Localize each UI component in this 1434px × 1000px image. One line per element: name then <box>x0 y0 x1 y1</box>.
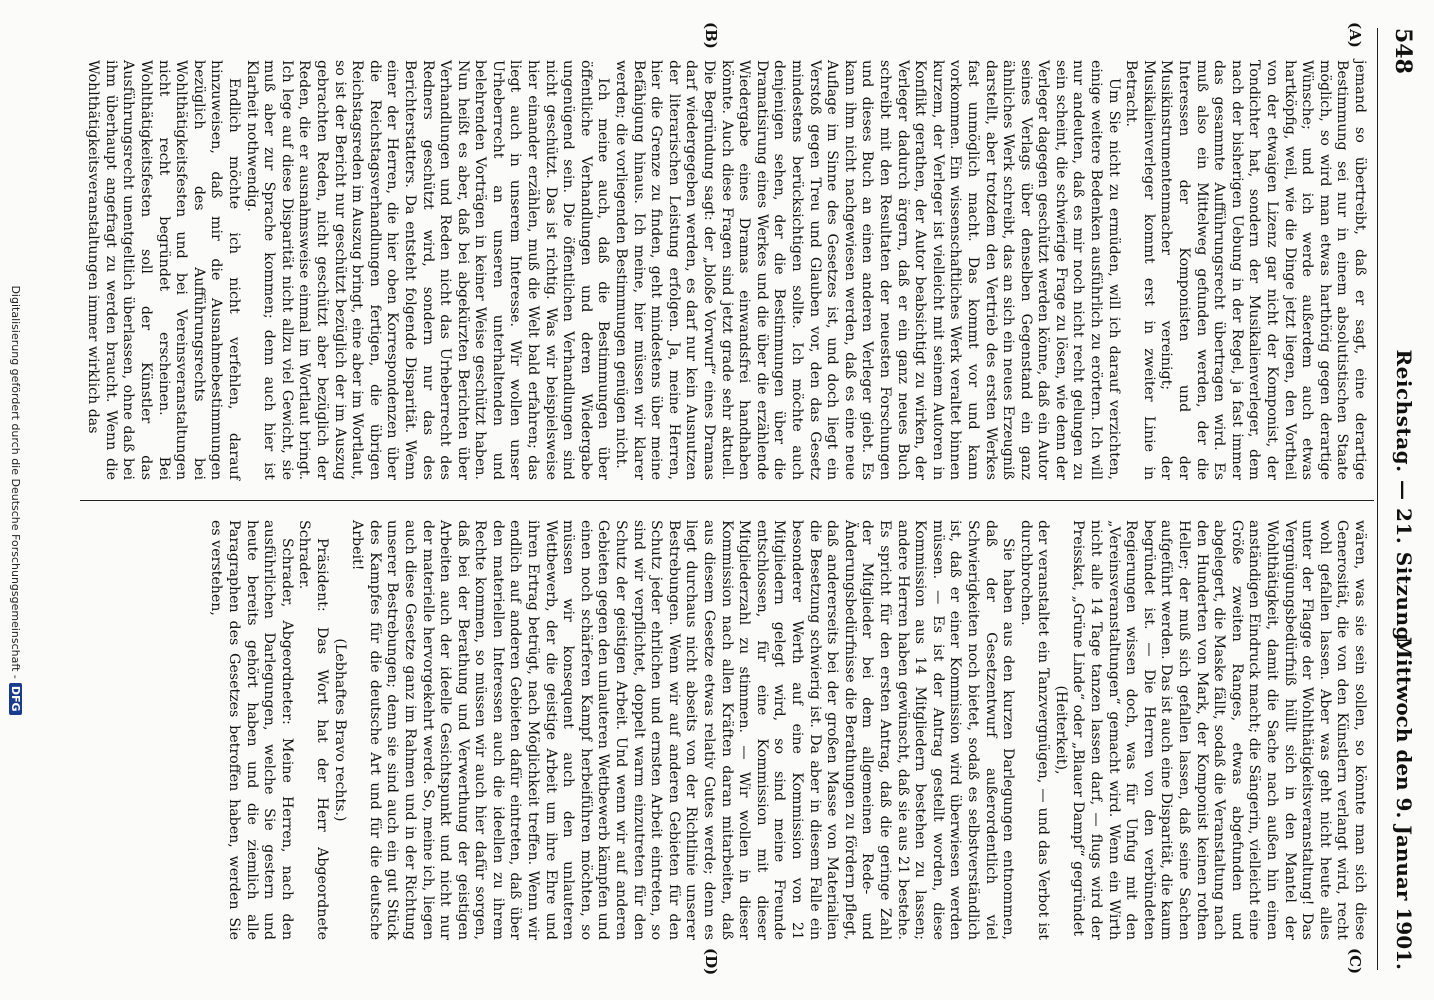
marker-a: (A) <box>1346 22 1364 48</box>
paragraph: wären, was sie sein sollen, so könnte man sich diese Generosität, die von den Künstlern verlangt wird, recht wohl gefallen lassen. Aber was geht nicht heute alles unter der Flagge der Wohlthätigkeitsveranstaltung! Das Vergnügungsbedürfniß hüllt sich in den Mantel der Wohlthätigkeit, damit die Sache nach außen hin einen anständigen Eindruck macht; die Sängerin, vielleicht eine Größe zweiten Ranges, etwas abgefunden und abgelegert, die Maske fällt, sodaß die Veranstaltung nach den Hunderten von Mark, der Komponist keinen rothen Heller; der muß sich gefallen lassen, daß seine Sachen aufgeführt werden. Das ist auch eine Disparität, die kaum begründet ist. — Die Herren von den verbündeten Regierungen wissen doch, was für Unfug mit den „Vereinsveranstaltungen“ gemacht wird. Wenn ein Wirth nicht alle 14 Tage tanzen lassen darf, — flugs wird der Preisskat, „Grüne Linde“ oder „Blauer Dampf“ gegründet <box>1070 520 1368 940</box>
paragraph: Ich meine auch, daß die Bestimmungen über öffentliche Verhandlungen und deren Wiedergabe ungenügend sein. Die öffentlichen Verhandlungen sind nicht geschützt. Das ist richtig. Was wir beispielsweise hier einander erzählen, muß die Welt bald erfahren; das liegt auch in unserem Interesse. Wir wollen unser Urheberrecht an unseren unterhaltenden und belehrenden Vorträgen in keiner Weise geschützt haben. Nun heißt es aber, daß bei abgekürzten Berichten über Verhandlungen und Reden nicht das Urheberrecht des Redners geschützt wird, sondern nur das des Berichterstatters. Da entsteht folgende Disparität. Wenn einer der Herren, die hier oben Korrespondenzen über die Reichstagsverhandlungen fertigen, die übrigen Reichstagsreden im Auszug bringt, eine aber im Wortlaut, so ist der Bericht nur geschützt bezüglich der im Auszug gebrachten Reden, nicht geschützt aber bezüglich der Reden, die er ausnahmsweise einmal im Wortlaut bringt. Ich lege auf diese Disparität nicht allzu viel Gewicht, sie muß aber zur Sprache kommen; denn auch hier ist Klarheit nothwendig. <box>243 60 612 480</box>
page-number: 548 <box>1390 28 1416 74</box>
paragraph: der veranstaltet ein Tanzvergnügen, — und das Verbot ist durchbrochen. <box>1017 520 1052 940</box>
footer-text: Digitalisierung gefördert durch die Deutsche Forschungsgemeinschaft - <box>9 285 22 679</box>
paragraph: Endlich möchte ich nicht verfehlen, darauf hinzuweisen, daß mir die Ausnahmebestimmungen bezüglich des Aufführungsrechts bei Wohlthätigkeitsfesten und bei Vereinsveranstaltungen nicht recht begründet erscheinen. Bei Wohlthätigkeitsfesten soll der Künstler das Ausführungsrecht unentgeltlich überlassen, ohne daß bei ihm überhaupt angefragt zu werden braucht. Wenn die Wohlthätigkeitsveranstaltungen immer wirklich das <box>85 60 242 480</box>
session-date: Mittwoch den 9. Januar 1901. <box>1392 636 1416 970</box>
left-column <box>84 60 1368 480</box>
paragraph: Um Sie nicht zu ermüden, will ich darauf verzichten, einige weitere Bedenken ausführlich zu erörtern. Ich will nur andeuten, daß es mir noch nicht recht gelungen zu sein scheint, die schwierige Frage zu lösen, wie denn der Verleger dagegen geschützt werden könne, daß ein Autor seines Verlags über denselben Gegenstand ein ganz ähnliches Werk schreibt, das an sich ein neues Erzeugniß darstellt, aber trotzdem den Vertrieb des ersten Werkes fast unmöglich macht. Das kommt vor und kann vorkommen. Ein wissenschaftliches Werk veraltet binnen kurzem, der Verleger ist vielleicht mit seinem Autoren in Konflikt gerathen, der Autor beabsichtigt zu wirken, der Verleger dadurch ärgern, daß er ein ganz neues Buch schreibt mit den Resultaten der neuesten Forschungen und dieses Buch an einen anderen Verleger giebt. Es kann ihm nicht nachgewiesen werden, daß es eine neue Auflage im Sinne des Gesetzes ist, und doch liegt ein Verstoß gegen Treu und Glauben vor, den das Gesetz mindestens berücksichtigen sollte. Ich möchte auch denjenigen sehen, der die Bestimmungen über die Dramatisirung eines Werkes und die über die erzählende Wiedergabe eines Dramas einwandsfrei handhaben könnte. Auch diese Fragen sind jetzt grade sehr aktuell. Die Begründung sagt: der „bloße Vorwurf“ eines Dramas darf wiedergegeben werden, es darf nur kein Ausnutzen der literarischen Leistung erfolgen. Ja, meine Herren, hier die Grenze zu finden, geht mindestens über meine Befähigung hinaus. Ich meine, hier müssen wir klarer werden; die vorliegenden Bestimmungen genügen nicht. <box>613 60 1122 480</box>
speaker-line: Schrader, Abgeordneter: Meine Herren, nach den ausführlichen Darlegungen, welche Sie gestern und heute bereits gehört haben und die ziemlich alle Paragraphen des Gesetzes betroffen haben, werden Sie es verstehen, <box>208 520 295 940</box>
right-column <box>207 520 1368 940</box>
stage-direction: (Lebhaftes Bravo rechts.) <box>331 638 348 822</box>
marker-b: (B) <box>702 22 720 49</box>
marker-d: (D) <box>702 948 720 976</box>
stage-direction: (Heiterkeit), <box>1052 685 1069 775</box>
page-title: Reichstag. — 21. Sitzung. <box>1392 349 1416 649</box>
page-header <box>1380 28 1420 970</box>
header-rule <box>1377 28 1378 970</box>
paragraph: Sie haben aus den kurzen Darlegungen entnommen, daß der Gesetzentwurf außerordentlich viel Schwierigkeiten noch bietet, sodaß es selbstverständlich ist, daß er einer Kommission wird überwiesen werden müssen. — Es ist der Antrag gestellt worden, diese Kommission aus 14 Mitgliedern bestehen zu lassen; andere Herren haben gewünscht, daß sie aus 21 bestehe. Es spricht für den ersten Antrag, daß die geringe Zahl der Mitglieder bei dem allgemeinen Rede- und Änderungsbedürfnisse die Berathungen zu fördern pflegt, daß andererseits bei der großen Masse von Materialien die Besetzung schwierig ist. Da aber in diesem Falle ein besonderer Werth auf eine Kommission von 21 Mitgliedern gelegt wird, so sind meine Freunde entschlossen, für eine Kommission mit dieser Mitgliederzahl zu stimmen. — Wir wollen in dieser Kommission nach allen Kräften daran mitarbeiten, daß aus diesem Gesetze etwas relativ Gutes werde; denn es liegt durchaus nicht abseits von der Richtlinie unserer Bestrebungen. Wenn wir auf anderen Gebieten für den Schutz jeder ehrlichen und ernsten Arbeit eintreten, so sind wir verpflichtet, doppelt warm einzutreten für den Schutz der geistigen Arbeit. Und wenn wir auf anderen Gebieten gegen den unlauteren Wettbewerb kämpfen und einen noch schärferen Kampf herbeiführen möchten, so müssen wir konsequent auch den unlauteren Wettbewerb, der die geistige Arbeit um ihre Ehre und ihren Ertrag betrügt, nach Möglichkeit treffen. Wenn wir endlich auf anderen Gebieten dafür eintreten, daß über den materiellen Interessen auch die ideellen zu ihrem Rechte kommen, so müssen wir auch hier dafür sorgen, daß bei der Berathung und Verwerthung der geistigen Arbeiten auch der ideelle Gesichtspunkt und nicht nur der materielle hervorgekehrt werde. So, meine ich, liegen auch diese Gesetze ganz im Rahmen und in der Richtung unserer Bestrebungen; denn sie sind auch ein gut Stück des Kampfes für die deutsche Art und für die deutsche Arbeit! <box>349 520 1017 940</box>
dfg-logo: DFG <box>9 683 22 715</box>
column-divider <box>80 500 1374 501</box>
marker-c: (C) <box>1346 948 1364 975</box>
speaker-line: Präsident: Das Wort hat der Herr Abgeordnete Schrader. <box>296 520 330 940</box>
digitization-note <box>2 0 22 1000</box>
paragraph: jemand so übertreibt, daß er sagt, eine derartige Bestimmung sei nur in einem absolutistischen Staate möglich, so wird man etwas harthörig gegen derartige Wünsche; und ich werde außerdem auch etwas hartköpfig, weil, wie die Dinge jetzt liegen, den Vortheil von der etwaigen Lizenz gar nicht der Komponist, der Tondichter hat, sondern der Musikalienverleger, dem nach der bisherigen Uebung in der Regel, ja fast immer das gesammte Aufführungsrecht übertragen wird. Es muß also ein Mittelweg gefunden werden, der die Interessen der Komponisten und der Musikinstrumentenmacher vereinigt; der Musikalienverleger kommt erst in zweiter Linie in Betracht. <box>1123 60 1368 480</box>
